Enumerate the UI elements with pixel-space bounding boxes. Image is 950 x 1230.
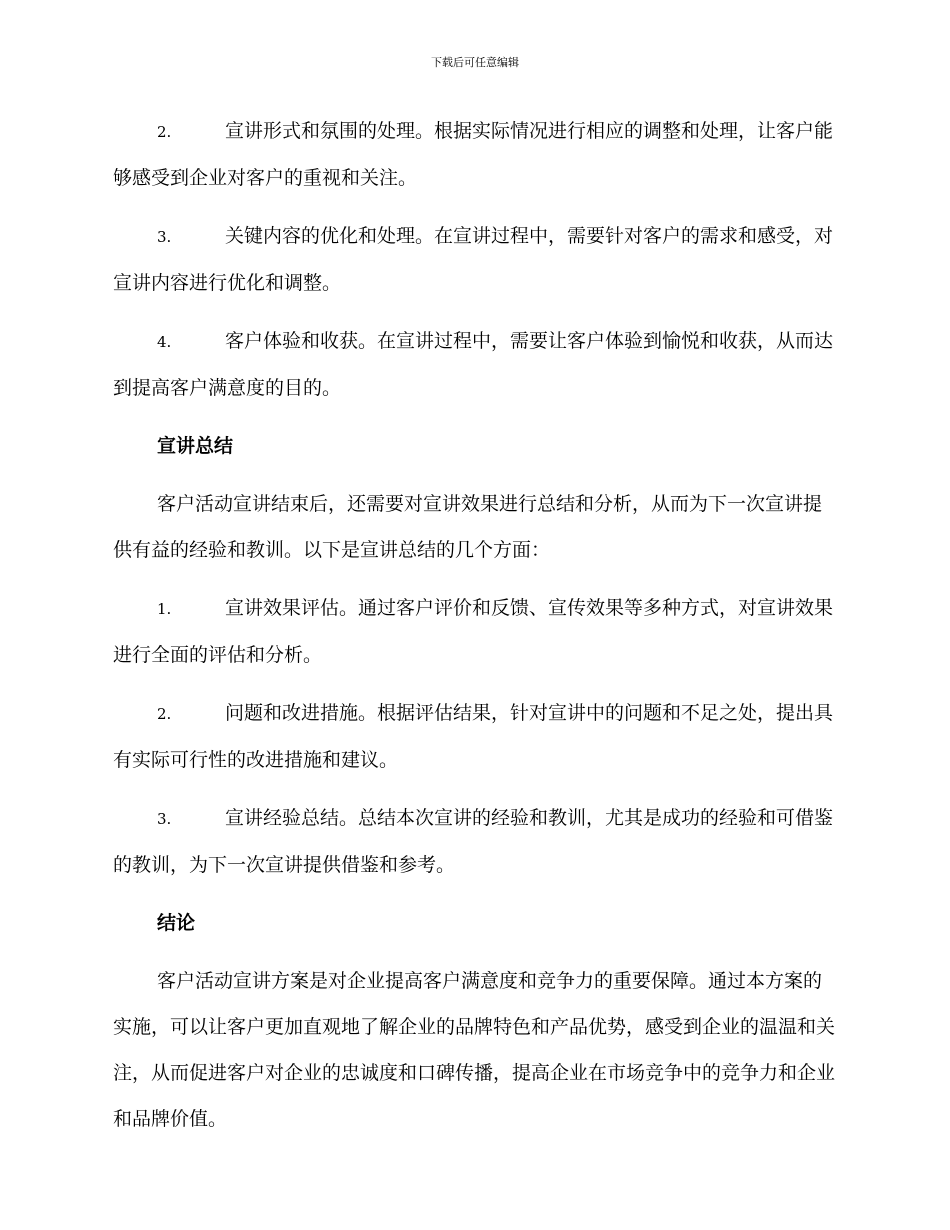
section-heading-summary: 宣讲总结: [157, 435, 234, 457]
list-item: [113, 690, 835, 783]
summary-intro: 客户活动宣讲结束后，还需要对宣讲效果进行总结和分析，从而为下一次宣讲提供有益的经验和教训。以下是宣讲总结的几个方面：: [113, 493, 823, 561]
list-item: [113, 213, 835, 306]
item-number: 2.: [157, 123, 172, 141]
list-item: [113, 108, 835, 201]
item-text: 客户体验和收获。在宣讲过程中，需要让客户体验到愉悦和收获，从而达到提高客户满意度的目的。: [113, 330, 834, 399]
item-text: 关键内容的优化和处理。在宣讲过程中，需要针对客户的需求和感受，对宣讲内容进行优化和调整。: [113, 225, 834, 294]
item-number: 2.: [157, 705, 172, 723]
item-text: 宣讲效果评估。通过客户评价和反馈、宣传效果等多种方式，对宣讲效果进行全面的评估和分析。: [113, 597, 834, 666]
list-item: [113, 585, 835, 678]
item-number: 3.: [157, 810, 172, 828]
item-text: 宣讲形式和氛围的处理。根据实际情况进行相应的调整和处理，让客户能够感受到企业对客户的重视和关注。: [113, 120, 834, 189]
section-heading-conclusion: 结论: [157, 912, 196, 934]
list-item: [113, 318, 835, 411]
item-text: 问题和改进措施。根据评估结果，针对宣讲中的问题和不足之处，提出具有实际可行性的改进措施和建议。: [113, 702, 834, 771]
header-note: 下载后可任意编辑: [431, 56, 519, 69]
item-number: 1.: [157, 600, 172, 618]
item-number: 3.: [157, 228, 172, 246]
list-item: [113, 795, 835, 888]
item-text: 宣讲经验总结。总结本次宣讲的经验和教训，尤其是成功的经验和可借鉴的教训，为下一次宣讲提供借鉴和参考。: [113, 807, 834, 876]
conclusion-text: 客户活动宣讲方案是对企业提高客户满意度和竞争力的重要保障。通过本方案的实施，可以让客户更加直观地了解企业的品牌特色和产品优势，感受到企业的温温和关注，从而促进客户对企业的忠诚度和口碑传播，提高企业在市场竞争中的竞争力和企业和品牌价值。: [113, 970, 836, 1130]
document-body: [113, 108, 835, 1154]
item-number: 4.: [157, 333, 172, 351]
